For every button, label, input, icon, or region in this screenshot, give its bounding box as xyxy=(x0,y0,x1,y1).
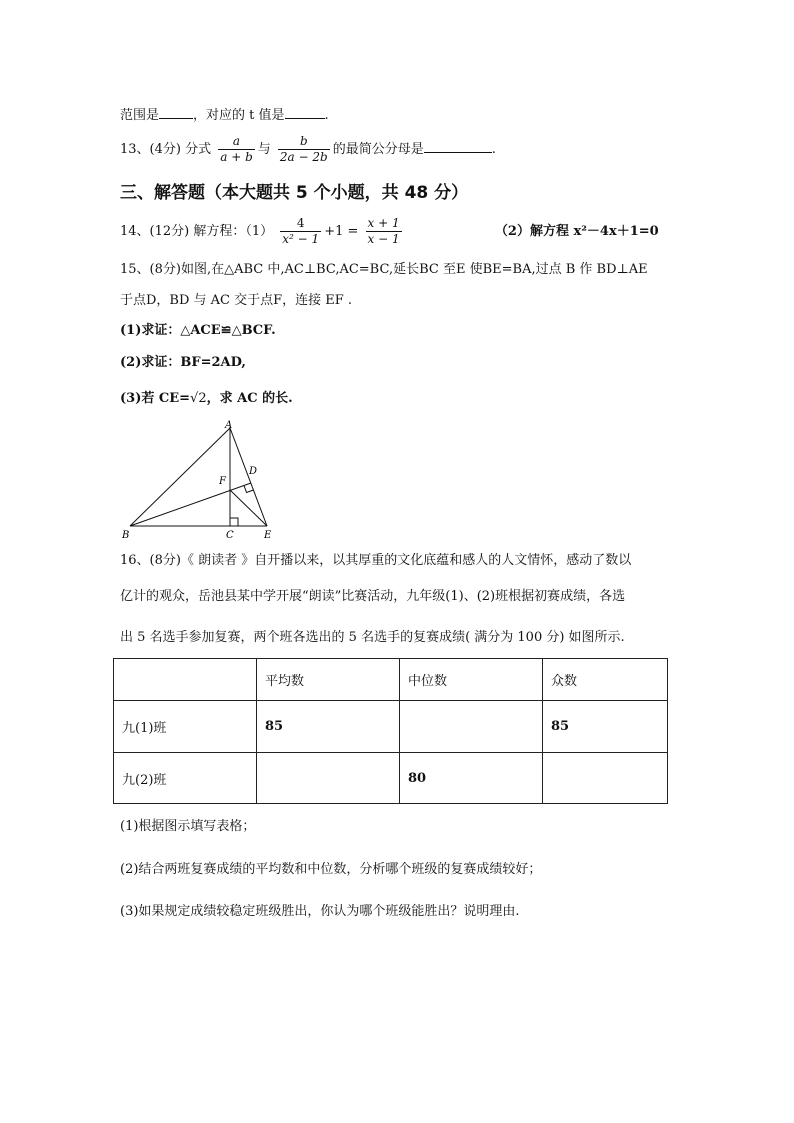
right-angle-c xyxy=(230,518,238,526)
q15-part-2: (2)求证：BF=2AD, xyxy=(120,355,246,370)
range-text-b: ，对应的 t 值是 xyxy=(193,108,285,123)
q16-line-2: 亿计的观众，岳池县某中学开展“朗读”比赛活动，九年级(1)、(2)班根据初赛成绩，各选 xyxy=(120,589,626,604)
q14-frac2-denominator: x − 1 xyxy=(367,232,400,246)
score-table xyxy=(113,658,668,804)
header-mean: 平均数 xyxy=(257,659,400,701)
table-row xyxy=(114,701,668,753)
q16-part-3: (3)如果规定成绩较稳定班级胜出，你认为哪个班级能胜出？说明理由. xyxy=(120,904,520,919)
t-value-blank[interactable] xyxy=(285,104,325,119)
q13-frac2-denominator: 2a − 2b xyxy=(279,150,328,164)
q14-frac1-denominator: x² − 1 xyxy=(282,232,320,246)
q14-plus-one: +1 = xyxy=(324,224,359,239)
row1-median[interactable] xyxy=(400,701,543,753)
q14-frac2-numerator: x + 1 xyxy=(367,216,400,230)
header-mode: 众数 xyxy=(543,659,668,701)
q16-part-2: (2)结合两班复赛成绩的平均数和中位数，分析哪个班级的复赛成绩较好； xyxy=(120,862,542,877)
q13-frac2-numerator: b xyxy=(299,134,308,148)
range-text-c: . xyxy=(324,108,329,123)
q14-prefix: 14、(12分) 解方程：（1） xyxy=(120,224,274,239)
q13-frac1-denominator: a + b xyxy=(220,150,253,164)
q13-mid: 与 xyxy=(257,142,271,157)
question-13 xyxy=(120,134,496,165)
label-d: D xyxy=(249,466,258,477)
header-cell-empty xyxy=(114,659,257,701)
q13-end: . xyxy=(491,142,496,157)
sqrt-two: √2 xyxy=(190,391,207,406)
row2-class: 九(2)班 xyxy=(114,753,257,804)
range-blank[interactable] xyxy=(159,104,193,119)
row1-class: 九(1)班 xyxy=(114,701,257,753)
table-row xyxy=(114,753,668,804)
q13-prefix: 13、(4分) 分式 xyxy=(120,142,212,157)
q16-line-1: 16、(8分)《 朗读者 》自开播以来，以其厚重的文化底蕴和感人的人文情怀，感动了数以 xyxy=(120,553,632,568)
segment-ae xyxy=(230,428,267,526)
segment-bd xyxy=(130,483,251,526)
segment-fe xyxy=(230,490,267,526)
label-f: F xyxy=(219,476,226,487)
row2-mode[interactable] xyxy=(543,753,668,804)
q13-frac1-numerator: a xyxy=(232,134,241,148)
q13-suffix: 的最简公分母是 xyxy=(332,142,424,157)
label-e: E xyxy=(264,530,272,541)
q13-fraction-1 xyxy=(218,134,255,165)
row2-median[interactable]: 80 xyxy=(400,753,543,804)
q15-part3-b: ，求 AC 的长. xyxy=(206,391,293,406)
q13-answer-blank[interactable] xyxy=(424,138,492,153)
q14-frac1-numerator: 4 xyxy=(296,216,305,230)
header-median: 中位数 xyxy=(400,659,543,701)
question-14 xyxy=(120,215,659,249)
q15-line-1: 15、(8分)如图,在△ABC 中,AC⊥BC,AC=BC,延长BC 至E 使BE=BA,过点 B 作 BD⊥AE xyxy=(120,262,648,277)
section-heading: 三、解答题（本大题共 5 个小题，共 48 分） xyxy=(120,183,469,203)
q14-fraction-2 xyxy=(366,216,402,247)
q13-fraction-2 xyxy=(278,134,330,165)
segment-ba xyxy=(130,428,230,526)
label-c: C xyxy=(226,530,234,541)
q16-line-3: 出 5 名选手参加复赛，两个班各选出的 5 名选手的复赛成绩( 满分为 100 分) 如图所示. xyxy=(120,630,625,645)
label-a: A xyxy=(225,420,233,431)
row1-mode[interactable]: 85 xyxy=(543,701,668,753)
table-header-row xyxy=(114,659,668,701)
range-text-a: 范围是 xyxy=(120,108,160,123)
q14-fraction-1 xyxy=(280,216,321,247)
row2-mean[interactable] xyxy=(257,753,400,804)
q15-part3-a: (3)若 CE= xyxy=(120,391,191,406)
q15-line-2: 于点D，BD 与 AC 交于点F，连接 EF . xyxy=(120,293,353,308)
q15-part-3 xyxy=(120,390,293,408)
label-b: B xyxy=(122,530,130,541)
q15-part-1: (1)求证：△ACE≌△BCF. xyxy=(120,323,276,338)
q16-part-1: (1)根据图示填写表格； xyxy=(120,819,256,834)
row1-mean[interactable]: 85 xyxy=(257,701,400,753)
range-line xyxy=(120,104,329,125)
triangle-figure xyxy=(114,416,289,542)
q14-part2: （2）解方程 x²－4x＋1=0 xyxy=(494,224,659,239)
